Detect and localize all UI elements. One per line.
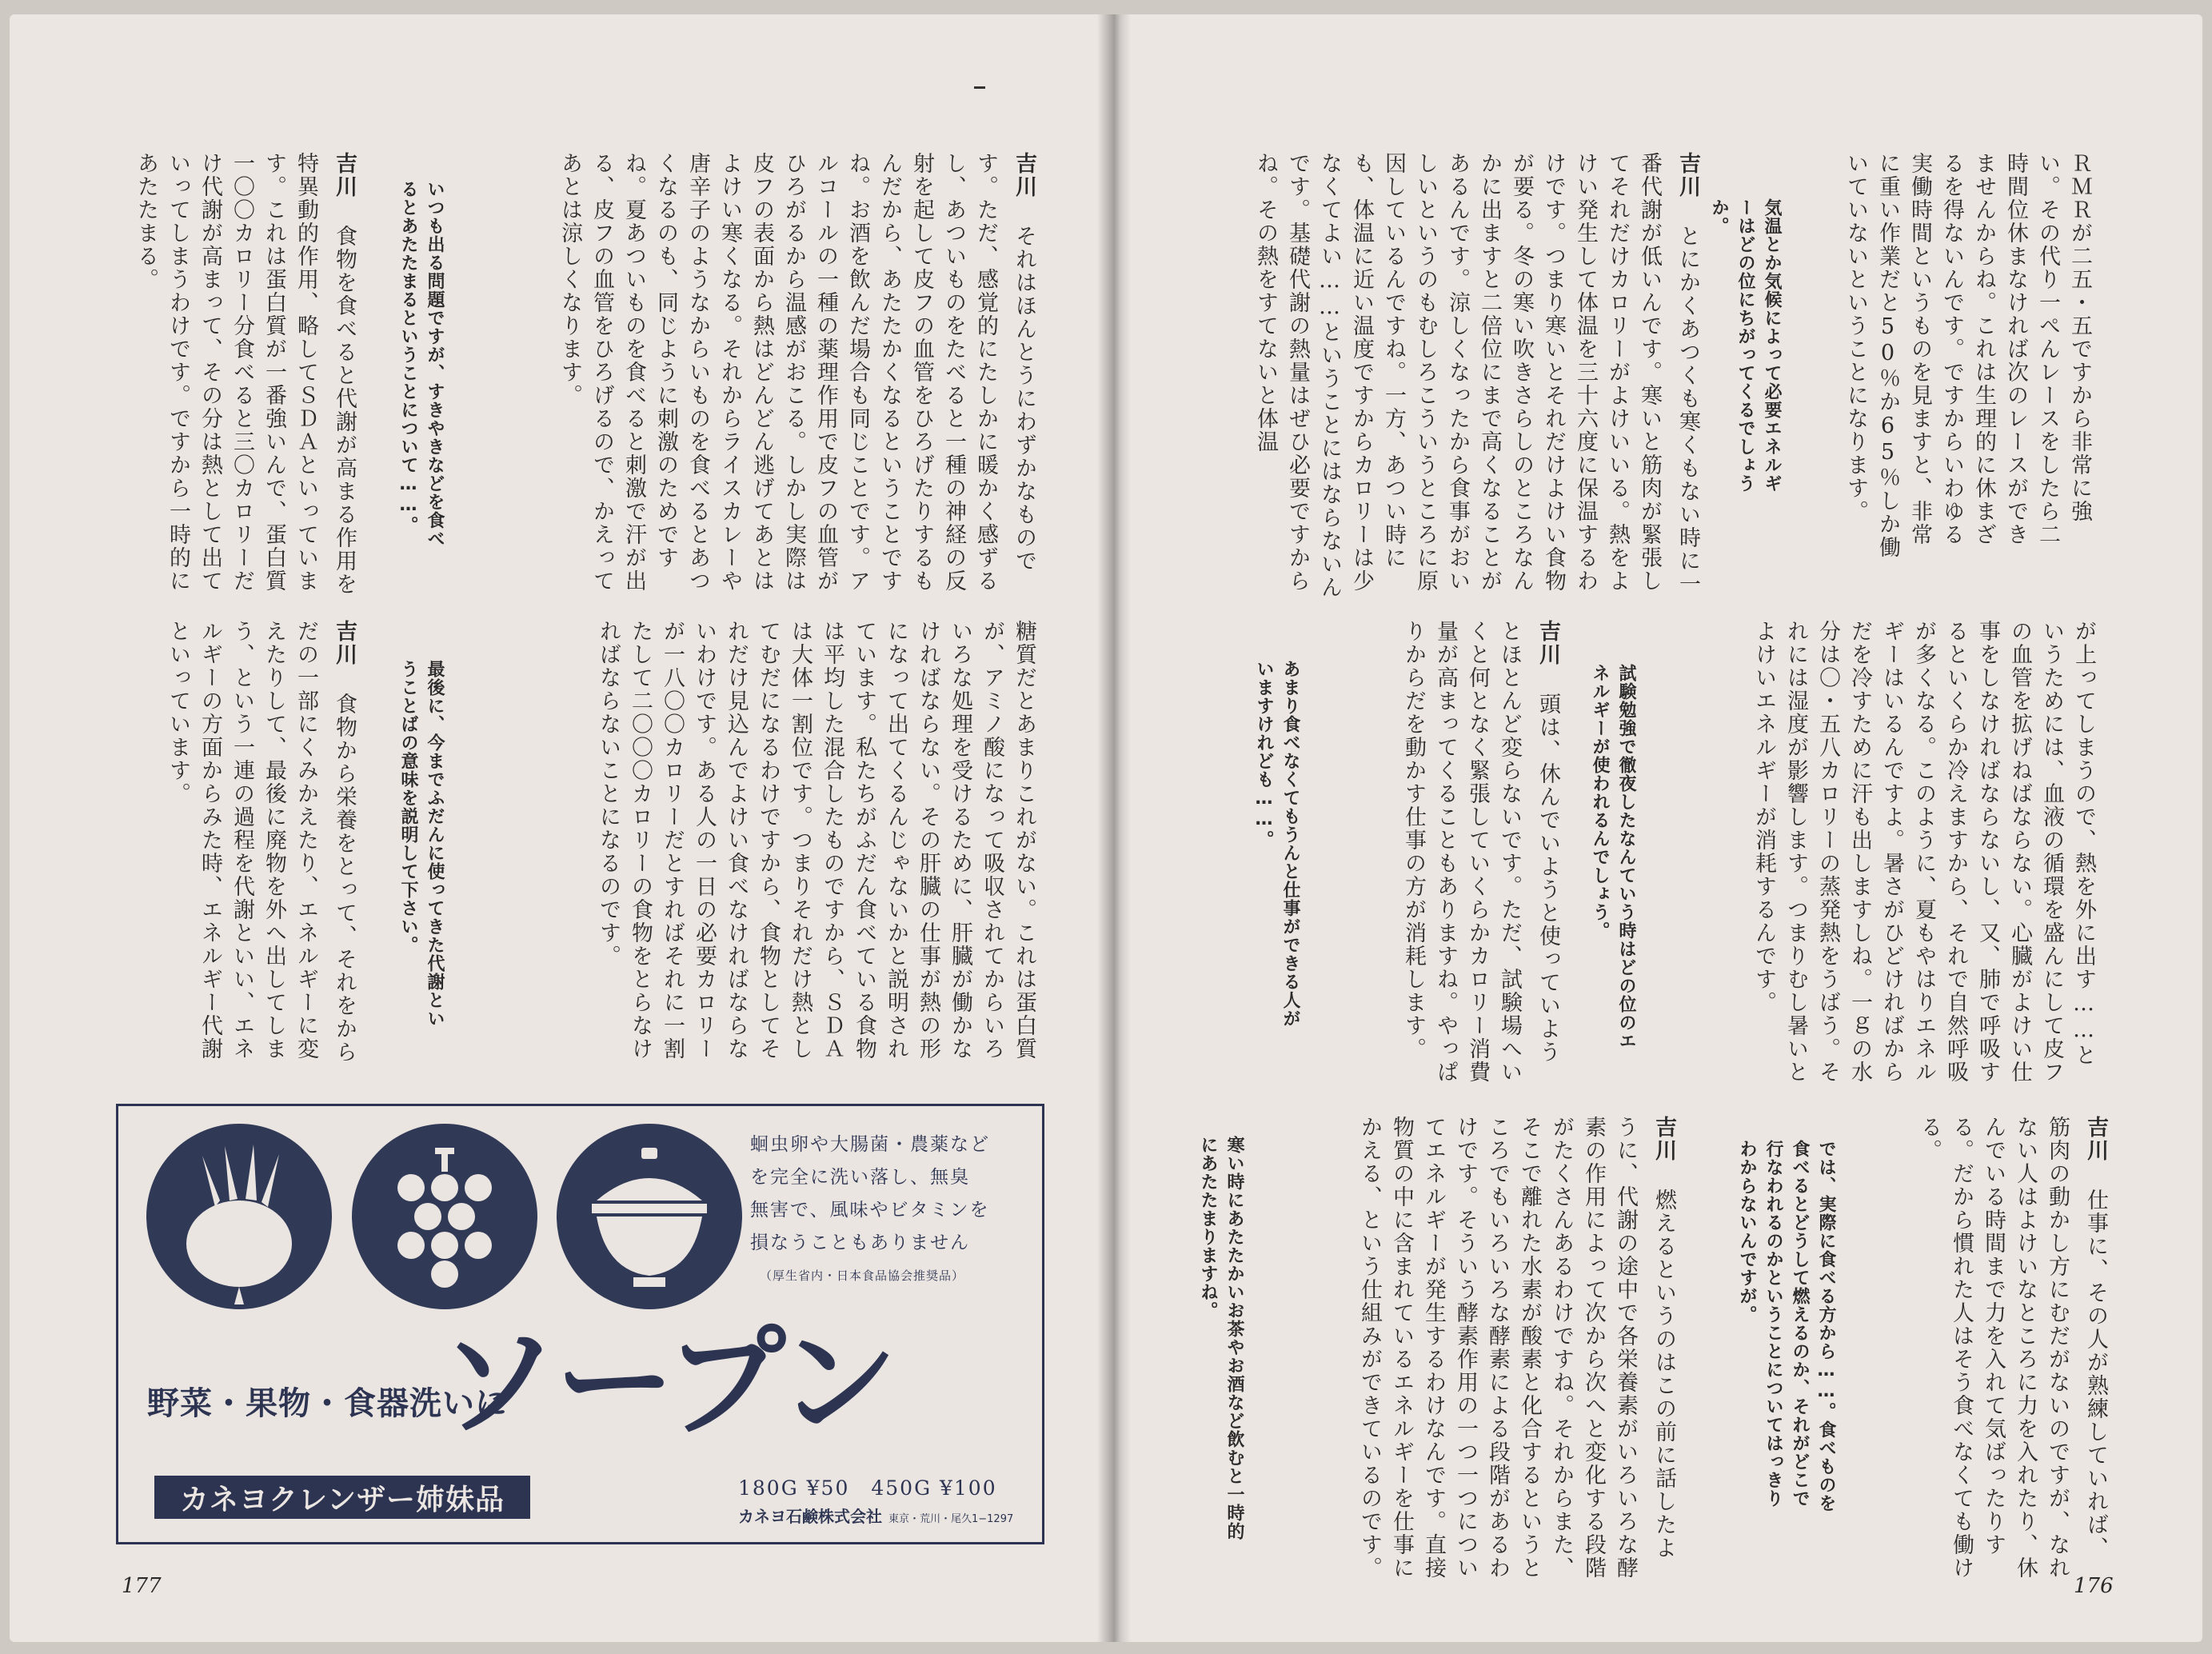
right-question-eat-less: あまり食べなくてもうんと仕事ができる人がいますけれども……。 — [1254, 660, 1300, 1028]
right-paragraph-heat: が上ってしまうので、熱を外に出す……というためには、血液の循環を盛んにして皮フの血管を拡げねばならない。心臓がよけい仕事をしなければならないし、又、肺で呼吸するといくらか冷えますから、それで自然呼吸が多くなる。このように、夏もやはりエネルギーはいるんですよ。暑さがひどければからだを冷すために汗も出しますしね。一ｇの水分は〇・五八カロリーの蒸発熱をうばう。それには湿度が影響します。つまりむし暑いとよけいエネルギーが消耗するんです。 — [1751, 620, 2096, 1084]
speaker-yoshikawa: 吉川 — [1535, 620, 1560, 666]
right-answer-skill: 吉川 仕事に、その人が熟練していれば、筋肉の動かし方にむだがないのですが、なれない人はよけいなところに力を入れたり、休んでいる時間まで力を入れて気ばったりする。だから慣れた人はそう食べなくても働ける。 — [1911, 1116, 2111, 1580]
page-mark — [974, 86, 985, 89]
grapes-icon — [352, 1124, 537, 1309]
ad-price: 180G ¥50 450G ¥100 — [738, 1476, 997, 1500]
ad-address: 東京・荒川・尾久1−1297 — [888, 1513, 1014, 1525]
radish-icon — [146, 1124, 332, 1309]
left-answer-sda: 吉川 食物を食べると代謝が高まる作用を特異動的作用、略してＳＤＡといっています。これは蛋白質が一番強いんで、蛋白質一〇〇カロリー分食べると三〇カロリーだけ代謝が高まって、その分は熱として出ていってしまうわけです。ですから一時的にあたたまる。 — [104, 152, 360, 612]
page-number-right: 176 — [2074, 1574, 2114, 1598]
right-question-warm-drinks: 寒い時にあたたかいお茶やお酒など飲むと一時的にあたたまりますね。 — [1198, 1136, 1244, 1540]
left-question-metabolism: 最後に、今までふだんに使ってきた代謝ということばの意味を説明して下さい。 — [398, 660, 445, 1028]
page-number-left: 177 — [122, 1574, 162, 1598]
ad-sister-product-banner: カネヨクレンザー姉妹品 — [154, 1476, 530, 1519]
ad-endorsement: （厚生省内・日本食品協会推奨品） — [760, 1268, 965, 1283]
speaker-yoshikawa: 吉川 — [332, 152, 357, 198]
left-answer-metabolism: 吉川 食物から栄養をとって、それをからだの一部にくみかえたり、エネルギーに変えたりして、最後に廃物を外へ出してしまう、という一連の過程を代謝といい、エネルギーの方面からみた時、エネルギー代謝といっています。 — [104, 620, 360, 1072]
ad-tagline: 野菜・果物・食器洗いに — [147, 1385, 508, 1422]
right-paragraph-rmr: ＲＭＲが二五・五ですから非常に強い。その代り一ぺんレースをしたら二時間位休まなければ次のレースができませんからね。これは生理的に休まざるを得ないんです。ですからいわゆる実働時間というものを見ますと、非常に重い作業だと50％か65％しか働いていないということになります。 — [1843, 152, 2092, 559]
ad-brand-name: ソープン — [438, 1314, 895, 1453]
left-question-sukiyaki: いつも出る問題ですが、すきやきなどを食べるとあたたまるということについて……。 — [398, 180, 445, 548]
speaker-yoshikawa: 吉川 — [2083, 1116, 2108, 1162]
right-question-exam: 試験勉強で徹夜したなんていう時はどの位のエネルギーが使われるんでしょう。 — [1590, 664, 1636, 1050]
right-answer-head: 吉川 頭は、休んでいようと使っていようとほとんど変らないです。ただ、試験場へいくと何となく緊張していくらかカロリー消費量が高まってくることもありますね。やっぱりからだを動かす仕事の方が消耗します。 — [1360, 620, 1563, 1084]
ad-company: カネヨ石鹸株式会社 東京・荒川・尾久1−1297 — [738, 1507, 1014, 1526]
bowl-icon — [557, 1124, 742, 1309]
binding-gutter — [1097, 14, 1131, 1642]
speaker-yoshikawa: 吉川 — [1651, 1116, 1676, 1162]
right-answer-enzyme: 吉川 燃えるというのはこの前に話したように、代謝の途中で各栄養素がいろいろな酵素の作用によって次から次へと変化する段階がたくさんあるわけですね。それからまた、そこで離れた水素が酸素と化合するというところでもいろいろな酵素による段階があるわけです。そういう酵素作用の一つ一つについてエネルギーが発生するわけなんです。直接物質の中に含まれているエネルギーを仕事にかえる、という仕組みができているのです。 — [1304, 1116, 1679, 1580]
speaker-yoshikawa: 吉川 — [1675, 152, 1700, 198]
ad-description: 蛔虫卵や大腸菌・農薬など を完全に洗い落し、無臭 無害で、風味やビタミンを 損なうこともありません （厚生省内・日本食品協会推奨品） — [750, 1129, 1030, 1292]
right-answer-cold: 吉川 とにかくあつくも寒くもない時に一番代謝が低いんです。寒いと筋肉が緊張してそれだけカロリーがよけいいる。熱をよけい発生して体温を三十六度に保温するわけです。つまり寒いとそれだけよけい食物が要る。冬の寒い吹きさらしのところなんかに出ますと二倍位にまで高くなることがあるんです。涼しくなったから食事がおいしいというのもむしろこういうところに原因しているんですね。一方、あつい時にも、体温に近い温度ですからカロリーは少なくてよい……ということにはならないんです。基礎代謝の熱量はぜひ必要ですからね。その熱をすてないと体温 — [1192, 152, 1703, 612]
speaker-yoshikawa: 吉川 — [1012, 152, 1036, 198]
right-question-climate: 気温とか気候によって必要エネルギーはどの位にちがってくるでしょうか。 — [1709, 198, 1782, 493]
soap-advertisement — [116, 1104, 1044, 1544]
left-answer-sensation: 吉川 それはほんとうにわずかなものです。ただ、感覚的にたしかに暖かく感ずるし、あついものをたべると一種の神経の反射を起して皮フの血管をひろげたりするもんだから、あたたかくなるということですね。お酒を飲んだ場合も同じことです。アルコールの一種の薬理作用で皮フの血管がひろがるから温感がおこる。しかし実際は皮フの表面から熱はどんどん逃げてあとはよけい寒くなる。それからライスカレーや唐辛子のようなからいものを食べるとあつくなるのも、同じように刺激のためですね。夏あついものを食べると刺激で汗が出る、皮フの血管をひろげるので、かえってあとは涼しくなります。 — [488, 152, 1040, 612]
speaker-yoshikawa: 吉川 — [332, 620, 357, 666]
right-question-burning: では、実際に食べる方から……。食べものを食べるとどうして燃えるのか、それがどこで行なわれるのかということについてはっきりわからないんですが。 — [1737, 1140, 1836, 1512]
left-paragraph-sugar: 糖質だとあまりこれがない。これは蛋白質が、アミノ酸になって吸収されてからいろいろな処理を受けるために、肝臓が働かなければならない。その肝臓の仕事が熱の形になって出てくるんじゃないかと説明されています。私たちがふだん食べている食物は平均した混合したものですから、ＳＤＡは大体一割位です。つまりそれだけ熱としてむだになるわけですから、食物としてそれだけ見込んでよけい食べなければならないわけです。ある人の一日の必要カロリーが一八〇〇カロリーだとすればそれに一割たして二〇〇〇カロリーの食物をとらなければならないことになるのです。 — [596, 620, 1036, 1061]
